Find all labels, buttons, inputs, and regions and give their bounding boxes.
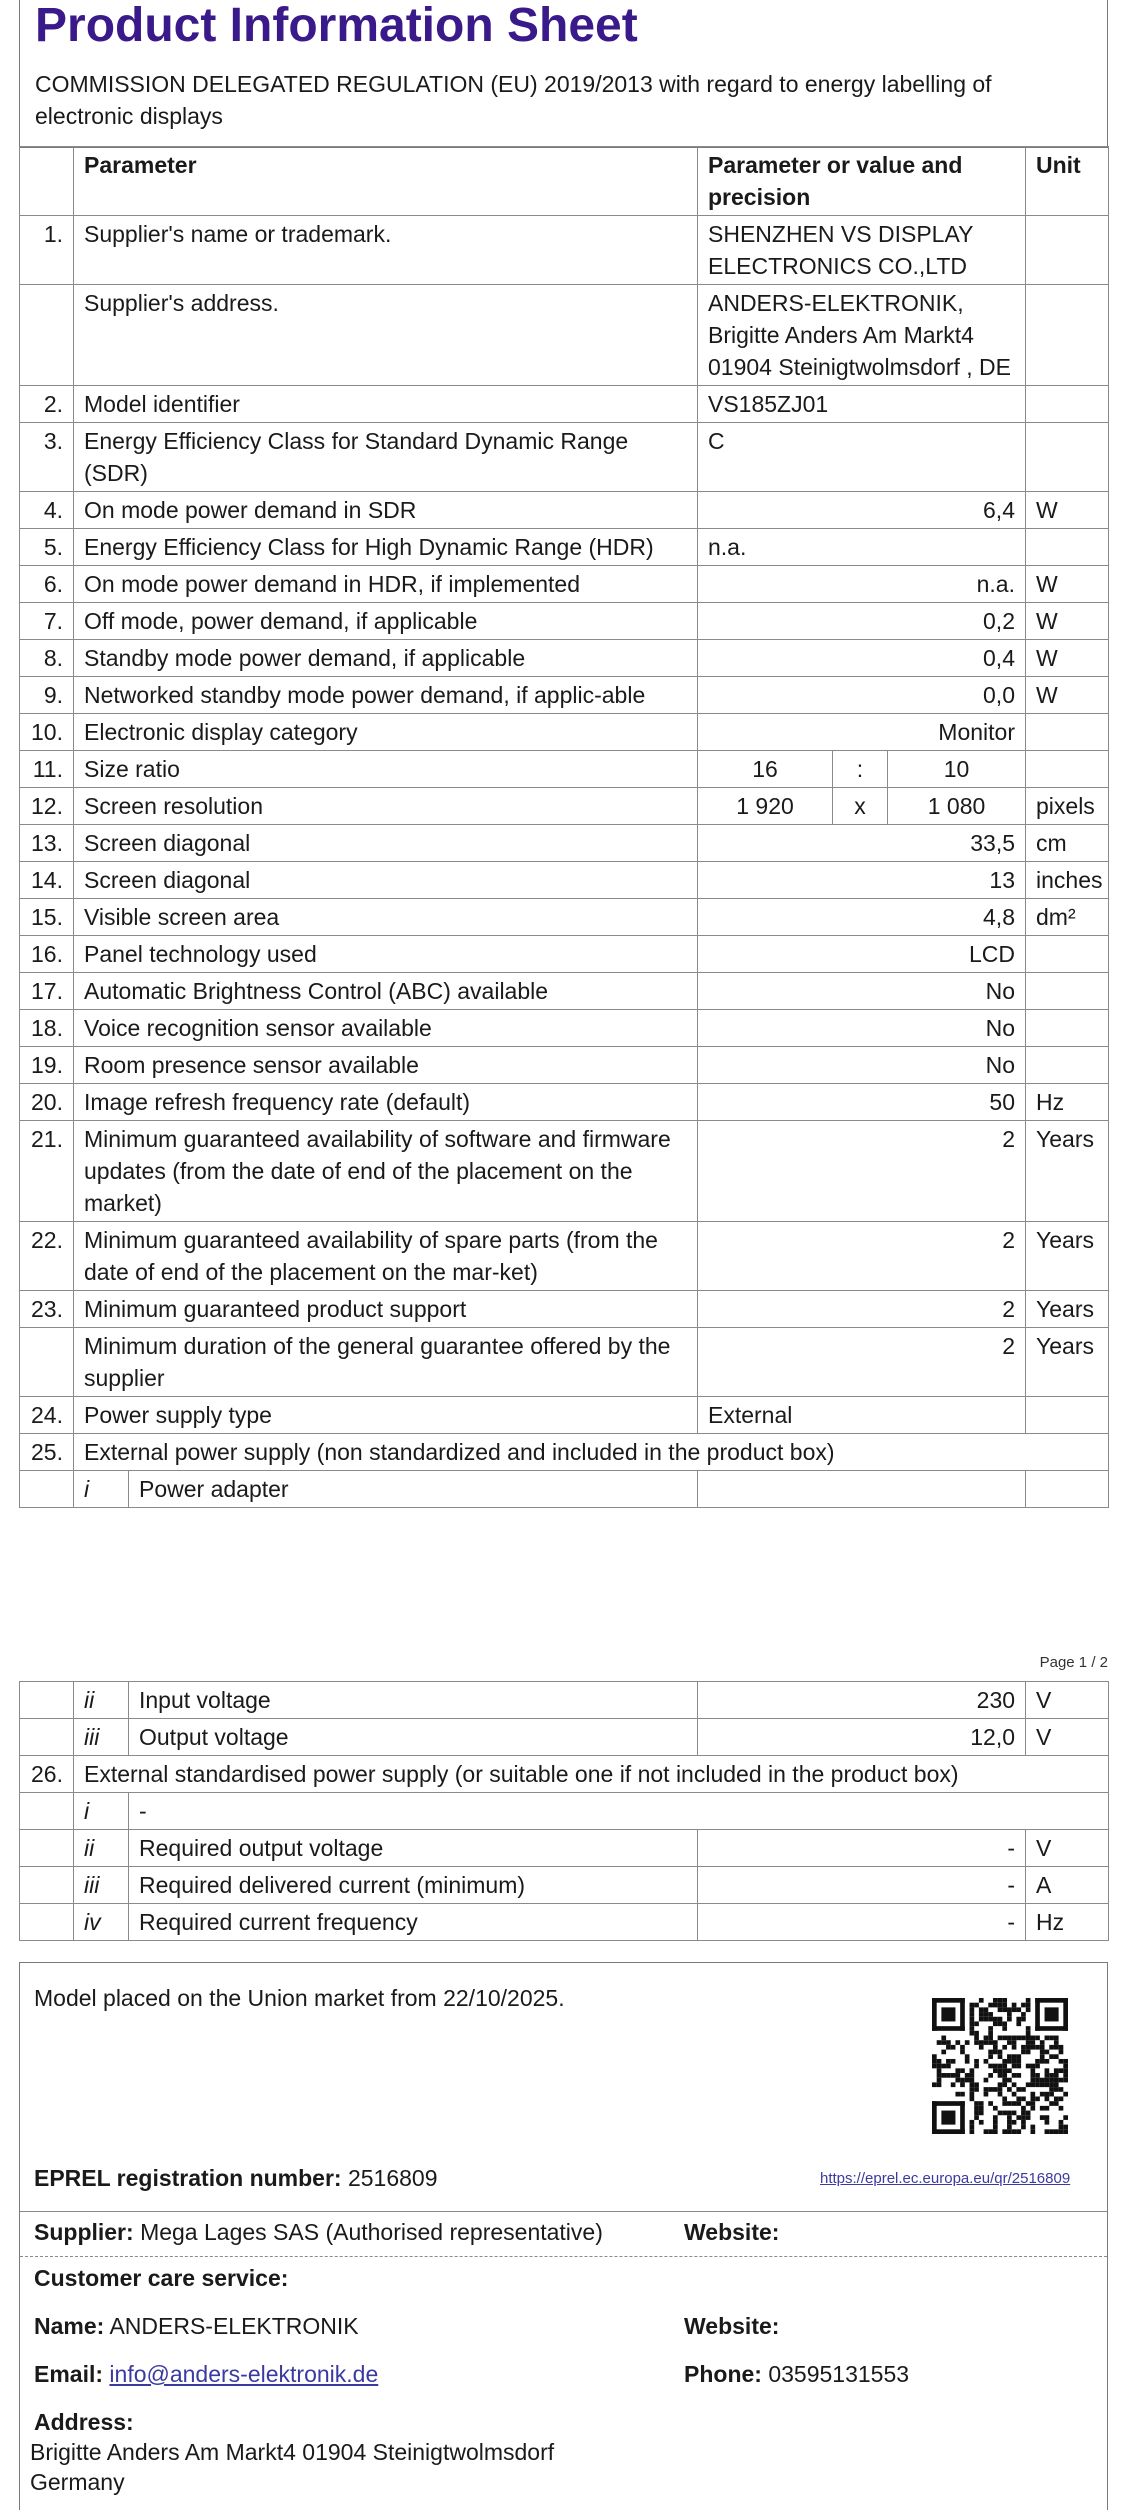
row-parameter: Power adapter (129, 1471, 698, 1508)
email-label: Email: (34, 2361, 104, 2387)
row-unit (1026, 1047, 1109, 1084)
row-number: 2. (20, 386, 74, 423)
row-value: ANDERS-ELEKTRONIK, Brigitte Anders Am Markt4 01904 Steinigtwolmsdorf , DE (698, 285, 1026, 386)
row-number: 19. (20, 1047, 74, 1084)
row-number: 21. (20, 1121, 74, 1222)
row-parameter: On mode power demand in SDR (74, 492, 698, 529)
header-unit: Unit (1026, 147, 1109, 216)
row-value: 33,5 (698, 825, 1026, 862)
row-value: 0,4 (698, 640, 1026, 677)
row-unit (1026, 1397, 1109, 1434)
row-parameter: Minimum guaranteed availability of software and firmware updates (from the date of end of the placement on the market) (74, 1121, 698, 1222)
row-number: 18. (20, 1010, 74, 1047)
row-unit (1026, 216, 1109, 285)
row-subindex: ii (74, 1682, 129, 1719)
row-value: 50 (698, 1084, 1026, 1121)
row-unit (1026, 714, 1109, 751)
row-parameter: Energy Efficiency Class for Standard Dynamic Range (SDR) (74, 423, 698, 492)
row-unit (1026, 973, 1109, 1010)
table-row (20, 1867, 1109, 1904)
table-row (20, 1121, 1109, 1222)
row-value: n.a. (698, 529, 1026, 566)
row-value: No (698, 1010, 1026, 1047)
table-row (20, 1682, 1109, 1719)
row-parameter: Panel technology used (74, 936, 698, 973)
email-link[interactable]: info@anders-elektronik.de (109, 2361, 379, 2387)
row-parameter: Networked standby mode power demand, if applic-able (74, 677, 698, 714)
row-parameter: External power supply (non standardized and included in the product box) (74, 1434, 1109, 1471)
table-row (20, 566, 1109, 603)
row-parameter: - (129, 1793, 1109, 1830)
row-number: 6. (20, 566, 74, 603)
row-subindex: i (74, 1793, 129, 1830)
supplier-website-label: Website: (684, 2219, 780, 2245)
row-number: 13. (20, 825, 74, 862)
row-unit: V (1026, 1830, 1109, 1867)
row-parameter: Image refresh frequency rate (default) (74, 1084, 698, 1121)
table-row (20, 1291, 1109, 1328)
row-value: External (698, 1397, 1026, 1434)
phone-value: 03595131553 (768, 2361, 910, 2387)
row-number: 17. (20, 973, 74, 1010)
row-value-sep: x (833, 788, 888, 825)
row-unit: W (1026, 492, 1109, 529)
row-parameter: Required delivered current (minimum) (129, 1867, 698, 1904)
table-row (20, 1397, 1109, 1434)
address-line-1: Brigitte Anders Am Markt4 01904 Steinigtwolmsdorf (30, 2439, 555, 2465)
row-parameter: Off mode, power demand, if applicable (74, 603, 698, 640)
row-parameter: Screen diagonal (74, 862, 698, 899)
row-number: 14. (20, 862, 74, 899)
row-parameter: On mode power demand in HDR, if implemented (74, 566, 698, 603)
row-number: 10. (20, 714, 74, 751)
row-number: 8. (20, 640, 74, 677)
info-table-page1 (19, 146, 1109, 1508)
row-number (20, 285, 74, 386)
row-unit: W (1026, 566, 1109, 603)
row-number: 23. (20, 1291, 74, 1328)
row-parameter: Required current frequency (129, 1904, 698, 1941)
row-number: 16. (20, 936, 74, 973)
row-value: 2 (698, 1328, 1026, 1397)
row-number: 22. (20, 1222, 74, 1291)
row-unit: pixels (1026, 788, 1109, 825)
table-row (20, 1471, 1109, 1508)
row-unit (1026, 1010, 1109, 1047)
row-value: LCD (698, 936, 1026, 973)
row-number: 1. (20, 216, 74, 285)
table-row (20, 1222, 1109, 1291)
row-parameter: Screen diagonal (74, 825, 698, 862)
row-number: 4. (20, 492, 74, 529)
row-unit: Years (1026, 1222, 1109, 1291)
row-number: 12. (20, 788, 74, 825)
row-unit: dm² (1026, 899, 1109, 936)
row-number: 15. (20, 899, 74, 936)
table-row (20, 1328, 1109, 1397)
row-value: 6,4 (698, 492, 1026, 529)
row-number: 7. (20, 603, 74, 640)
row-value: - (698, 1904, 1026, 1941)
phone-label: Phone: (684, 2361, 762, 2387)
table-header-row (20, 147, 1109, 216)
regulation-text: COMMISSION DELEGATED REGULATION (EU) 2019/2013 with regard to energy labelling of electronic displays (35, 71, 992, 129)
row-unit: Hz (1026, 1904, 1109, 1941)
row-value: 12,0 (698, 1719, 1026, 1756)
row-parameter: Voice recognition sensor available (74, 1010, 698, 1047)
eprel-number: 2516809 (347, 2165, 438, 2191)
table-row (20, 1904, 1109, 1941)
row-parameter: Room presence sensor available (74, 1047, 698, 1084)
table-row (20, 1434, 1109, 1471)
market-date: Model placed on the Union market from 22/10/2025. (34, 1985, 565, 2011)
info-table-page2 (19, 1681, 1109, 1941)
row-parameter: Visible screen area (74, 899, 698, 936)
row-value: n.a. (698, 566, 1026, 603)
row-unit (1026, 423, 1109, 492)
row-parameter: Input voltage (129, 1682, 698, 1719)
table-row (20, 1830, 1109, 1867)
row-parameter: Power supply type (74, 1397, 698, 1434)
row-value-b: 10 (888, 751, 1026, 788)
table-row (20, 640, 1109, 677)
table-row (20, 714, 1109, 751)
row-number: 26. (20, 1756, 74, 1793)
row-unit: Years (1026, 1121, 1109, 1222)
row-number: 11. (20, 751, 74, 788)
row-number: 9. (20, 677, 74, 714)
row-value: 2 (698, 1121, 1026, 1222)
row-unit: A (1026, 1867, 1109, 1904)
row-unit (1026, 285, 1109, 386)
table-row (20, 1010, 1109, 1047)
table-row (20, 936, 1109, 973)
row-value: 0,2 (698, 603, 1026, 640)
row-parameter: Automatic Brightness Control (ABC) available (74, 973, 698, 1010)
table-row (20, 1719, 1109, 1756)
table-row (20, 751, 1109, 788)
row-value: C (698, 423, 1026, 492)
table-row (20, 973, 1109, 1010)
row-unit (1026, 751, 1109, 788)
row-unit: Years (1026, 1328, 1109, 1397)
table-row (20, 899, 1109, 936)
row-unit: V (1026, 1719, 1109, 1756)
supplier-label: Supplier: (34, 2219, 134, 2245)
table-row (20, 788, 1109, 825)
address-label: Address: (34, 2409, 134, 2435)
row-value: VS185ZJ01 (698, 386, 1026, 423)
row-parameter: External standardised power supply (or suitable one if not included in the product box) (74, 1756, 1109, 1793)
row-value: Monitor (698, 714, 1026, 751)
care-website-label: Website: (684, 2313, 780, 2339)
table-row (20, 1047, 1109, 1084)
row-value: - (698, 1830, 1026, 1867)
row-unit (1026, 1471, 1109, 1508)
row-value-sep: : (833, 751, 888, 788)
row-unit: W (1026, 640, 1109, 677)
row-parameter: Supplier's name or trademark. (74, 216, 698, 285)
row-value-a: 16 (698, 751, 833, 788)
row-parameter: Energy Efficiency Class for High Dynamic Range (HDR) (74, 529, 698, 566)
row-parameter: Minimum guaranteed product support (74, 1291, 698, 1328)
row-value (698, 1471, 1026, 1508)
name-value: ANDERS-ELEKTRONIK (109, 2313, 359, 2339)
row-subindex: iii (74, 1719, 129, 1756)
row-value: 0,0 (698, 677, 1026, 714)
table-row (20, 529, 1109, 566)
row-unit: cm (1026, 825, 1109, 862)
table-row (20, 1756, 1109, 1793)
row-number (20, 1328, 74, 1397)
row-number: 24. (20, 1397, 74, 1434)
row-unit (1026, 936, 1109, 973)
row-value: SHENZHEN VS DISPLAY ELECTRONICS CO.,LTD (698, 216, 1026, 285)
customer-care-label: Customer care service: (34, 2265, 289, 2291)
page-number: Page 1 / 2 (1039, 1654, 1108, 1671)
row-unit (1026, 386, 1109, 423)
row-parameter: Required output voltage (129, 1830, 698, 1867)
row-parameter: Screen resolution (74, 788, 698, 825)
row-value: No (698, 973, 1026, 1010)
table-row (20, 603, 1109, 640)
table-row (20, 423, 1109, 492)
row-parameter: Output voltage (129, 1719, 698, 1756)
supplier-value: Mega Lages SAS (Authorised representative) (140, 2219, 603, 2245)
row-value: No (698, 1047, 1026, 1084)
row-value: 4,8 (698, 899, 1026, 936)
qr-code-icon[interactable] (932, 1998, 1068, 2134)
row-parameter: Minimum duration of the general guarantee offered by the supplier (74, 1328, 698, 1397)
row-number: 3. (20, 423, 74, 492)
row-unit (1026, 529, 1109, 566)
address-line-2: Germany (30, 2469, 125, 2495)
row-subindex: iv (74, 1904, 129, 1941)
row-value: 13 (698, 862, 1026, 899)
row-subindex: ii (74, 1830, 129, 1867)
row-unit: W (1026, 603, 1109, 640)
row-number: 25. (20, 1434, 74, 1471)
row-unit: W (1026, 677, 1109, 714)
row-unit: Years (1026, 1291, 1109, 1328)
row-subindex: iii (74, 1867, 129, 1904)
row-value: - (698, 1867, 1026, 1904)
table-row (20, 492, 1109, 529)
row-value: 230 (698, 1682, 1026, 1719)
eprel-label: EPREL registration number: (34, 2165, 342, 2191)
name-label: Name: (34, 2313, 105, 2339)
table-row (20, 285, 1109, 386)
row-number: 20. (20, 1084, 74, 1121)
table-row (20, 216, 1109, 285)
page-title: Product Information Sheet (35, 0, 638, 52)
table-row (20, 1793, 1109, 1830)
row-parameter: Supplier's address. (74, 285, 698, 386)
row-unit: V (1026, 1682, 1109, 1719)
row-parameter: Model identifier (74, 386, 698, 423)
row-value-a: 1 920 (698, 788, 833, 825)
header-value: Parameter or value and precision (698, 147, 1026, 216)
row-value: 2 (698, 1291, 1026, 1328)
row-parameter: Size ratio (74, 751, 698, 788)
row-parameter: Electronic display category (74, 714, 698, 751)
registration-box (19, 1962, 1108, 2510)
row-subindex: i (74, 1471, 129, 1508)
row-unit: Hz (1026, 1084, 1109, 1121)
table-row (20, 1084, 1109, 1121)
row-parameter: Standby mode power demand, if applicable (74, 640, 698, 677)
row-unit: inches (1026, 862, 1109, 899)
row-value-b: 1 080 (888, 788, 1026, 825)
table-row (20, 825, 1109, 862)
row-number: 5. (20, 529, 74, 566)
eprel-link[interactable]: https://eprel.ec.europa.eu/qr/2516809 (820, 2170, 1071, 2187)
header-parameter: Parameter (74, 147, 698, 216)
table-row (20, 386, 1109, 423)
row-parameter: Minimum guaranteed availability of spare parts (from the date of end of the placement on the mar-ket) (74, 1222, 698, 1291)
table-row (20, 862, 1109, 899)
row-value: 2 (698, 1222, 1026, 1291)
table-row (20, 677, 1109, 714)
